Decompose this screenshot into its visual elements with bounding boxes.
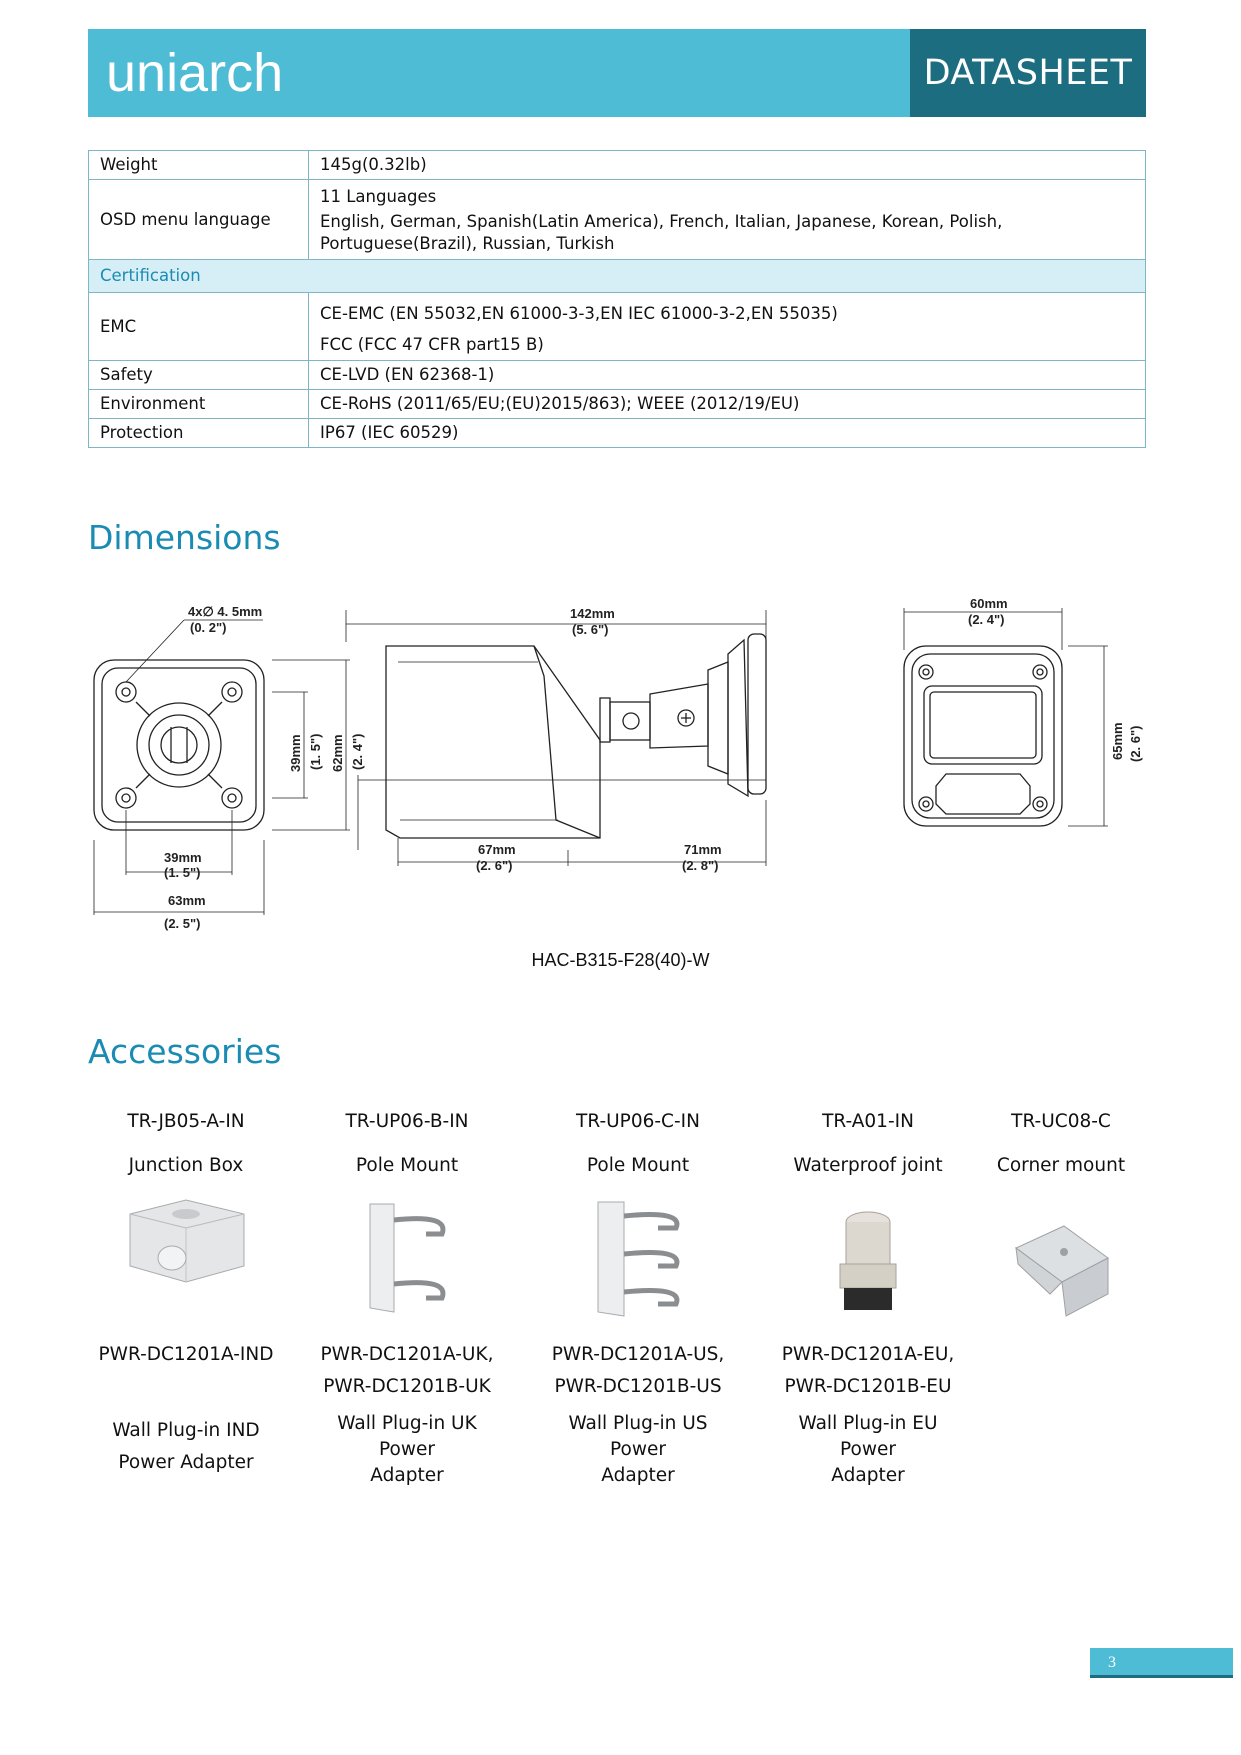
table-row (89, 361, 1146, 390)
adapter-model-alt: PWR-DC1201B-EU (784, 1376, 952, 1397)
protection-label: Protection (89, 419, 309, 448)
spec-table (88, 150, 1146, 448)
accessory-name: Waterproof joint (793, 1155, 943, 1176)
accessory-model: TR-A01-IN (822, 1111, 914, 1132)
accessory-name: Junction Box (128, 1155, 244, 1176)
accessory-model: TR-JB05-A-IN (127, 1111, 245, 1132)
accessory-name: Corner mount (996, 1155, 1126, 1176)
environment-label: Environment (89, 390, 309, 419)
accessory-name: Pole Mount (355, 1155, 459, 1176)
safety-value: CE-LVD (EN 62368-1) (309, 361, 1146, 390)
h39-dim-inch: (1. 5") (308, 733, 323, 770)
emc-ce: CE-EMC (EN 55032,EN 61000-3-3,EN IEC 61000-3-2,EN 55035) (320, 304, 838, 323)
w60-dim-label: 60mm (970, 596, 1008, 611)
len142-dim-inch: (5. 6") (572, 622, 609, 637)
w39-dim-inch: (1. 5") (164, 865, 201, 880)
adapter-name-cont: Adapter (370, 1465, 444, 1486)
table-row (89, 419, 1146, 448)
adapter-model: PWR-DC1201A-EU, (781, 1344, 955, 1365)
adapter-item (307, 1339, 507, 1489)
protection-value: IP67 (IEC 60529) (309, 419, 1146, 448)
hole-dim-label: 4x∅ 4. 5mm (188, 604, 263, 619)
accessory-item (981, 1106, 1141, 1182)
h65-dim-label: 65mm (1110, 722, 1125, 760)
table-row (89, 390, 1146, 419)
environment-value: CE-RoHS (2011/65/EU;(EU)2015/863); WEEE (2012/19/EU) (309, 390, 1146, 419)
model-caption: HAC-B315-F28(40)-W (531, 950, 710, 970)
adapter-item (768, 1339, 968, 1489)
accessory-item (307, 1106, 507, 1182)
header-banner (88, 29, 1146, 117)
adapter-name: Wall Plug-in US Power (568, 1413, 708, 1460)
side-view (346, 610, 766, 866)
front-view (904, 608, 1108, 826)
brand-logo: uniarch (106, 43, 284, 103)
pole-mount-b-image (366, 1200, 450, 1314)
weight-value: 145g(0.32lb) (309, 151, 1146, 180)
adapter-name: Wall Plug-in UK Power (337, 1413, 477, 1460)
w63-dim-inch: (2. 5") (164, 916, 201, 931)
osd-languages: English, German, Spanish(Latin America), French, Italian, Japanese, Korean, Polish, Portuguese(Brazil), Russian, Turkish (320, 212, 1003, 253)
h65-dim-inch: (2. 6") (1128, 725, 1143, 762)
accessory-model: TR-UP06-B-IN (345, 1111, 469, 1132)
adapter-item (538, 1339, 738, 1489)
len71-dim-label: 71mm (684, 842, 722, 857)
adapter-model-alt: PWR-DC1201B-UK (323, 1376, 491, 1397)
h62-dim-label: 62mm (330, 734, 345, 772)
accessory-item (768, 1106, 968, 1182)
hole-dim-inch: (0. 2") (190, 620, 227, 635)
adapter-name-cont: Adapter (831, 1465, 905, 1486)
adapter-model: PWR-DC1201A-UK, (320, 1344, 494, 1365)
adapter-name-cont: Adapter (601, 1465, 675, 1486)
waterproof-joint-image (832, 1208, 904, 1314)
h62-dim-inch: (2. 4") (350, 733, 365, 770)
w39-dim-label: 39mm (164, 850, 202, 865)
corner-mount-image (1010, 1218, 1114, 1318)
adapter-name: Wall Plug-in IND (112, 1420, 260, 1441)
emc-value (309, 293, 1146, 361)
table-row (89, 180, 1146, 260)
emc-fcc: FCC (FCC 47 CFR part15 B) (320, 335, 544, 354)
accessories-heading: Accessories (88, 1032, 282, 1071)
adapter-model: PWR-DC1201A-IND (98, 1344, 274, 1365)
certification-section-title: Certification (89, 260, 1146, 293)
safety-label: Safety (89, 361, 309, 390)
osd-value (309, 180, 1146, 260)
weight-label: Weight (89, 151, 309, 180)
table-row (89, 260, 1146, 293)
osd-count: 11 Languages (320, 187, 437, 206)
accessory-model: TR-UC08-C (1011, 1111, 1111, 1132)
adapter-model-alt (86, 1371, 286, 1403)
adapter-item (86, 1339, 286, 1479)
w60-dim-inch: (2. 4") (968, 612, 1005, 627)
pole-mount-c-image (594, 1198, 686, 1318)
adapter-name: Wall Plug-in EU Power (798, 1413, 938, 1460)
h39-dim-label: 39mm (288, 734, 303, 772)
accessory-name: Pole Mount (586, 1155, 690, 1176)
len142-dim-label: 142mm (570, 606, 615, 621)
datasheet-badge: DATASHEET (910, 29, 1146, 117)
len67-dim-inch: (2. 6") (476, 858, 513, 873)
adapter-name-cont: Power Adapter (118, 1452, 254, 1473)
osd-label: OSD menu language (89, 180, 309, 260)
page-number: 3 (1090, 1648, 1233, 1678)
table-row (89, 151, 1146, 180)
len71-dim-inch: (2. 8") (682, 858, 719, 873)
adapter-model-alt: PWR-DC1201B-US (554, 1376, 722, 1397)
junction-box-image (122, 1196, 250, 1286)
accessory-model: TR-UP06-C-IN (576, 1111, 700, 1132)
table-row (89, 293, 1146, 361)
adapter-model: PWR-DC1201A-US, (551, 1344, 725, 1365)
len67-dim-label: 67mm (478, 842, 516, 857)
w63-dim-label: 63mm (168, 893, 206, 908)
dimension-drawing (88, 590, 1148, 940)
emc-label: EMC (89, 293, 309, 361)
dimensions-heading: Dimensions (88, 518, 281, 557)
accessory-item (86, 1106, 286, 1182)
accessory-item (538, 1106, 738, 1182)
